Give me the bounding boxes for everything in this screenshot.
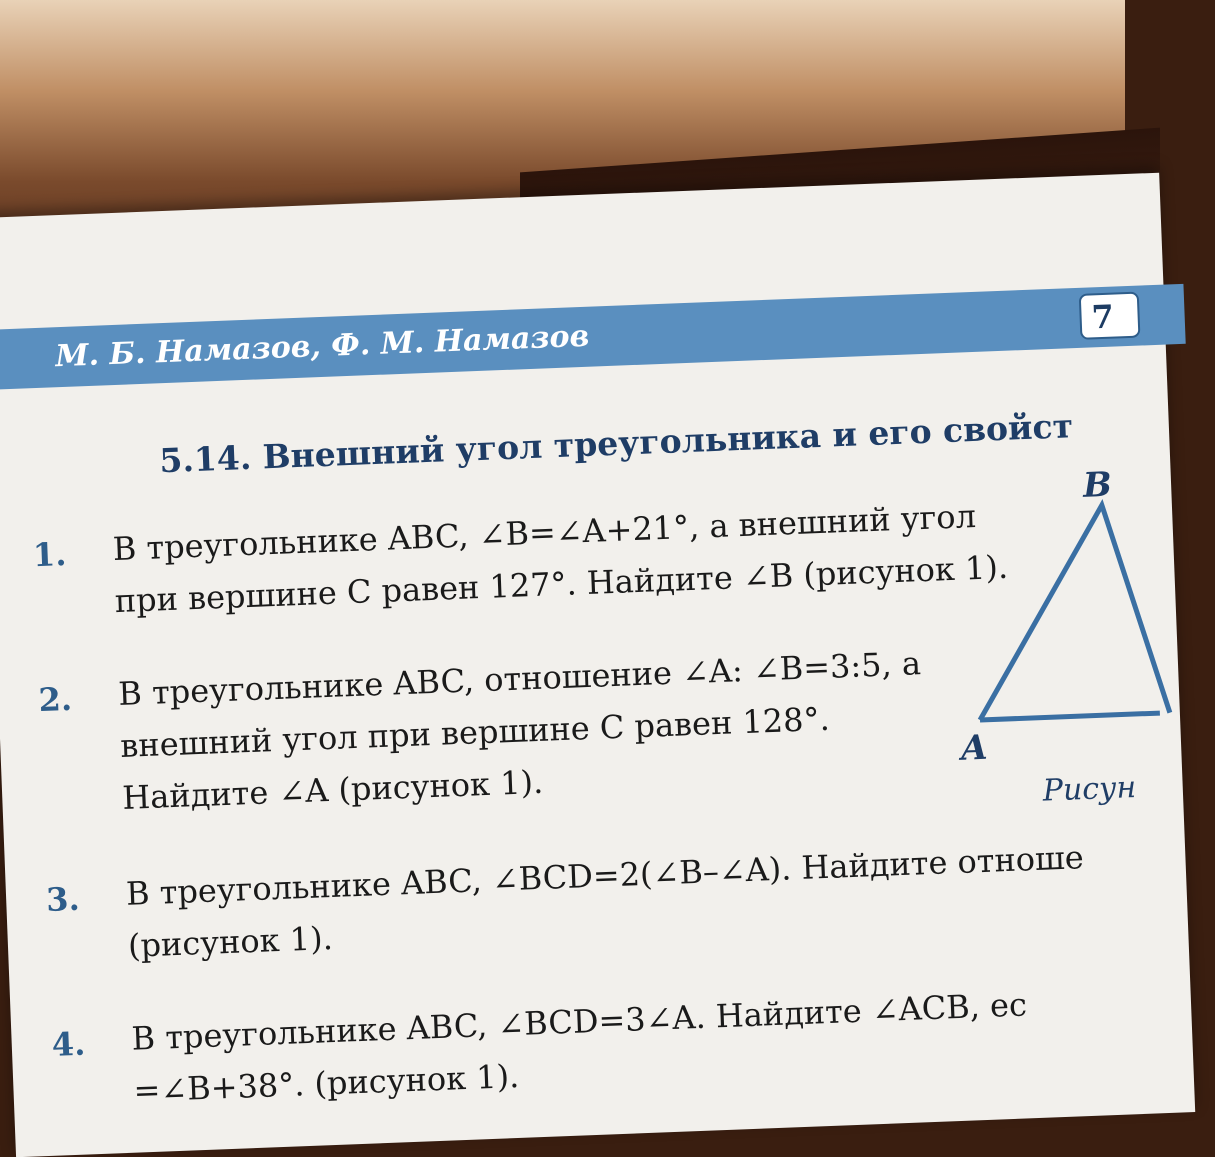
problem-1-number: 1.: [32, 534, 68, 575]
problem-2-line-1: В треугольнике ABC, отношение ∠A: ∠B=3:5, а: [117, 644, 922, 714]
triangle-base: [980, 713, 1160, 720]
triangle-shape: [972, 503, 1170, 720]
problem-1-line-1: В треугольнике ABC, ∠B=∠A+21°, а внешний угол: [112, 497, 977, 569]
problem-1: [112, 489, 1009, 627]
problem-3: [125, 831, 1087, 972]
authors-header: М. Б. Намазов, Ф. М. Намазов: [54, 318, 590, 375]
problem-2-number: 2.: [37, 679, 73, 720]
problem-2-line-2: внешний угол при вершине C равен 128°.: [119, 699, 831, 765]
problem-4-number: 4.: [51, 1024, 86, 1064]
triangle-figure: [951, 473, 1161, 740]
vertex-a-label: A: [960, 727, 989, 769]
problem-4: [131, 978, 1030, 1116]
problem-3-line-1: В треугольнике ABC, ∠BCD=2(∠B–∠A). Найдите отноше: [125, 838, 1085, 913]
problem-2: [117, 637, 925, 824]
textbook-page: [0, 173, 1195, 1157]
problem-3-number: 3.: [45, 879, 81, 919]
problem-4-line-2: =∠B+38°. (рисунок 1).: [132, 1056, 520, 1110]
problem-1-line-2: при вершине C равен 127°. Найдите ∠B (рисунок 1).: [114, 547, 1009, 621]
problem-4-line-1: В треугольнике ABC, ∠BCD=3∠A. Найдите ∠ACB, ес: [130, 985, 1028, 1058]
problem-2-line-3: Найдите ∠A (рисунок 1).: [121, 762, 544, 817]
section-title: 5.14. Внешний угол треугольника и его свойст: [158, 406, 1074, 481]
figure-caption: Рисун: [1042, 770, 1137, 809]
vertex-b-label: B: [1082, 464, 1113, 506]
page-number: 7: [1079, 292, 1141, 340]
problem-3-line-2: (рисунок 1).: [127, 919, 334, 965]
